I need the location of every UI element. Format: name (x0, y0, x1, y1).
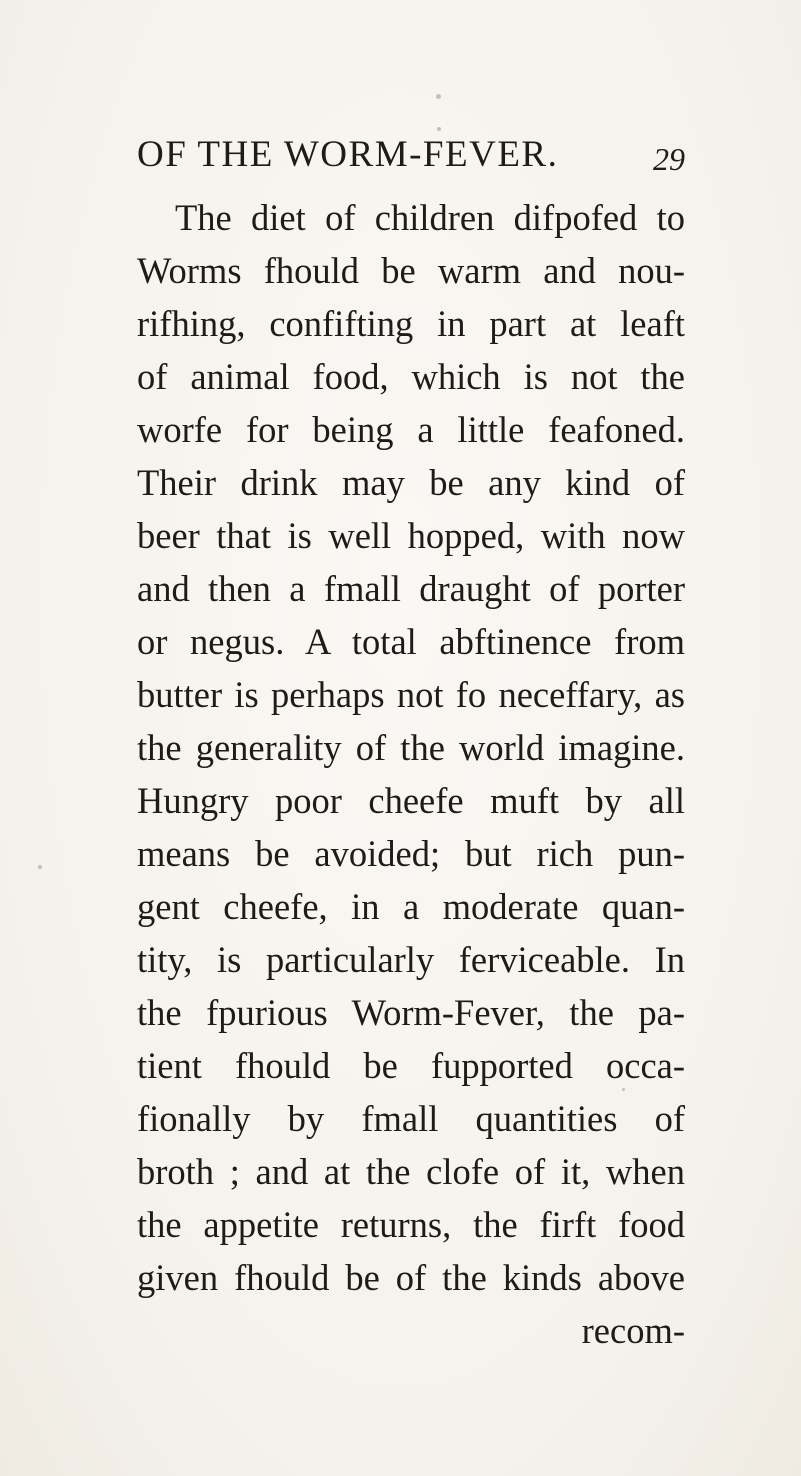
running-title: OF THE WORM-FEVER. (137, 134, 559, 175)
text-line: Hungry poor cheefe muft by all (137, 780, 685, 821)
text-line: tity, is particularly ferviceable. In (137, 939, 685, 980)
text-line: tient fhould be fupported occa- (137, 1045, 685, 1086)
text-line: fionally by fmall quantities of (137, 1098, 685, 1139)
text-line: of animal food, which is not the (137, 356, 685, 397)
text-line: given fhould be of the kinds above (137, 1257, 685, 1298)
text-line: beer that is well hopped, with now (137, 515, 685, 556)
text-line: rifhing, confifting in part at leaft (137, 303, 685, 344)
catchword: recom- (581, 1310, 685, 1351)
text-line: or negus. A total abftinence from (137, 621, 685, 662)
text-line: Worms fhould be warm and nou- (137, 250, 685, 291)
text-line: The diet of children difpofed to (175, 197, 685, 238)
text-line: gent cheefe, in a moderate quan- (137, 886, 685, 927)
text-line: the fpurious Worm-Fever, the pa- (137, 992, 685, 1033)
page-number: 29 (653, 141, 685, 177)
text-line: worfe for being a little feafoned. (137, 409, 685, 450)
text-line: the generality of the world imagine. (137, 727, 685, 768)
text-line: broth ; and at the clofe of it, when (137, 1151, 685, 1192)
text-line: and then a fmall draught of porter (137, 568, 685, 609)
text-line: Their drink may be any kind of (137, 462, 685, 503)
text-line: butter is perhaps not fo neceffary, as (137, 674, 685, 715)
text-line: the appetite returns, the firft food (137, 1204, 685, 1245)
text-line: means be avoided; but rich pun- (137, 833, 685, 874)
